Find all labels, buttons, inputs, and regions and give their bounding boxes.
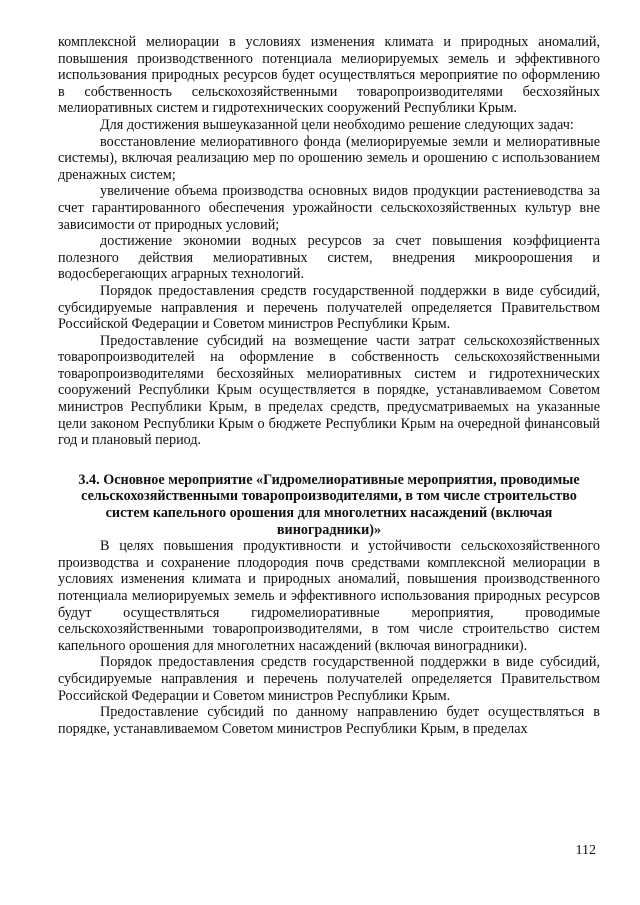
paragraph: Порядок предоставления средств государственной поддержки в виде субсидий, субсидируемые направления и перечень получателей определяется Правительством Российской Федерации и Советом министров Республики Крым. <box>58 282 600 333</box>
paragraph: комплексной мелиорации в условиях изменения климата и природных аномалий, повышения производственного потенциала мелиорируемых земель и эффективного использования природных ресурсов будет осуществляться мероприятие по оформлению в собственность сельскохозяйственными товаропроизводителями бесхозяйных мелиоративных систем и гидротехнических сооружений Республики Крым. <box>58 34 600 117</box>
paragraph: увеличение объема производства основных видов продукции растениеводства за счет гарантированного обеспечения урожайности сельскохозяйственных культур вне зависимости от природных условий; <box>58 183 600 233</box>
paragraph: Порядок предоставления средств государственной поддержки в виде субсидий, субсидируемые направления и перечень получателей определяется Правительством Российской Федерации и Советом министров Республики Крым. <box>58 654 600 704</box>
paragraph: восстановление мелиоративного фонда (мелиорируемые земли и мелиоративные системы), включая реализацию мер по орошению земель и орошению с использованием дренажных систем; <box>58 133 600 183</box>
paragraph: Предоставление субсидий на возмещение части затрат сельскохозяйственных товаропроизводителей на оформление в собственность сельскохозяйственными товаропроизводителями бесхозяйных мелиоративных систем и гидротехнических сооружений Республики Крым осуществляется в порядке, устанавливаемом Советом министров Республики Крым, в пределах средств, предусматриваемых на указанные цели законом Республики Крым о бюджете Республики Крым на очередной финансовый год и плановый период. <box>58 332 600 449</box>
paragraph: достижение экономии водных ресурсов за счет повышения коэффициента полезного действия мелиоративных систем, внедрения микроорошения и водосберегающих аграрных технологий. <box>58 233 600 283</box>
paragraph: Предоставление субсидий по данному направлению будет осуществляться в порядке, устанавливаемом Советом министров Республики Крым, в пределах <box>58 704 600 737</box>
page-number: 112 <box>575 843 596 858</box>
section-heading: 3.4. Основное мероприятие «Гидромелиоративные мероприятия, проводимые сельскохозяйственными товаропроизводителями, в том числе строительство систем капельного орошения для многолетних насаждений (включая виноградники)» <box>78 471 580 538</box>
paragraph: Для достижения вышеуказанной цели необходимо решение следующих задач: <box>100 116 574 133</box>
paragraph: В целях повышения продуктивности и устойчивости сельскохозяйственного производства и сохранение плодородия почв средствами комплексной мелиорации в условиях изменения климата и природных аномалий, повышения производственного потенциала мелиорируемых земель и эффективного использования природных ресурсов будут осуществляться гидромелиоративные мероприятия, проводимые сельскохозяйственными товаропроизводителями, в том числе строительство систем капельного орошения для многолетних насаждений (включая виноградники). <box>58 538 600 654</box>
document-page <box>58 34 600 737</box>
